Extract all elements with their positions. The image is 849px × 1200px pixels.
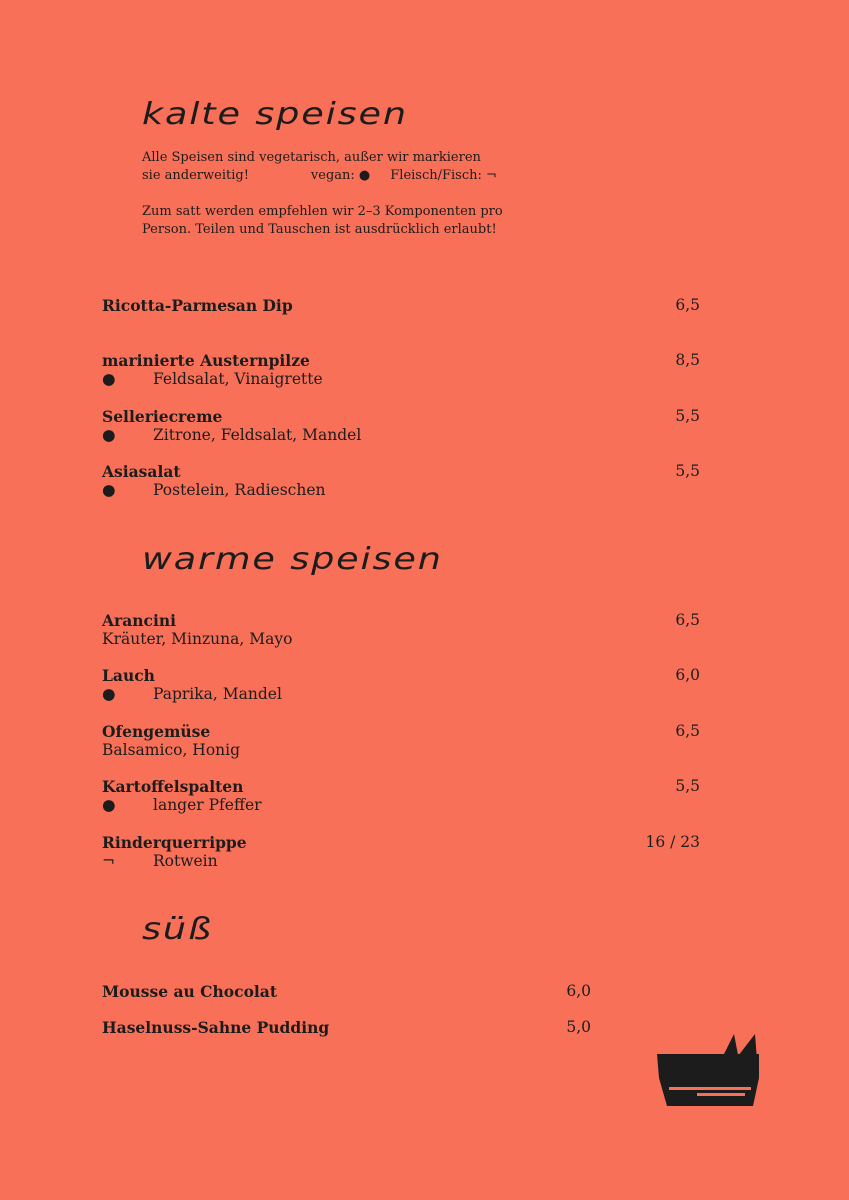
menu-item: [102, 462, 700, 500]
item-desc: Rotwein: [153, 852, 218, 870]
menu-item: [102, 722, 700, 760]
item-name: Arancini: [102, 611, 176, 630]
item-price: 6,0: [675, 666, 700, 684]
item-price: 6,0: [566, 982, 591, 1000]
item-price: 16 / 23: [645, 833, 700, 851]
vegan-mark: ●: [102, 370, 116, 388]
item-desc: Balsamico, Honig: [102, 741, 241, 759]
item-desc: langer Pfeffer: [153, 796, 262, 814]
item-price: 6,5: [675, 296, 700, 314]
meat-mark: ¬: [102, 852, 115, 870]
legend-meat: Fleisch/Fisch: ¬: [390, 168, 497, 183]
item-name: Ofengemüse: [102, 722, 211, 741]
item-price: 8,5: [675, 351, 700, 369]
vegan-mark: ●: [102, 796, 116, 814]
menu-item: [102, 611, 700, 649]
section-title-warme: warme speisen: [142, 542, 443, 577]
menu-item: [102, 982, 591, 1001]
item-price: 5,5: [675, 407, 700, 425]
item-name: marinierte Austernpilze: [102, 351, 310, 370]
intro-line-2: sie anderweitig!: [142, 168, 249, 183]
item-name: Selleriecreme: [102, 407, 223, 426]
legend-vegan: vegan: ●: [310, 168, 371, 183]
intro-recommendation: Zum satt werden empfehlen wir 2–3 Komponenten pro Person. Teilen und Tauschen ist ausdrücklich erlaubt!: [142, 204, 503, 237]
section-title-kalte: kalte speisen: [142, 97, 408, 132]
menu-item: [102, 351, 700, 389]
item-desc: Postelein, Radieschen: [153, 481, 326, 499]
vegan-mark: ●: [102, 426, 116, 444]
item-price: 6,5: [675, 611, 700, 629]
intro-text: [142, 149, 522, 257]
item-name: Rinderquerrippe: [102, 833, 247, 852]
vegan-mark: ●: [102, 481, 116, 499]
item-name: Ricotta-Parmesan Dip: [102, 296, 293, 315]
item-name: Asiasalat: [102, 462, 181, 481]
item-name: Mousse au Chocolat: [102, 982, 277, 1001]
menu-item: [102, 407, 700, 445]
mortar-pot-icon: [655, 1030, 760, 1110]
section-title-suess: süß: [142, 912, 213, 947]
item-price: 5,0: [566, 1018, 591, 1036]
item-name: Haselnuss-Sahne Pudding: [102, 1018, 330, 1037]
menu-item: [102, 1018, 591, 1037]
item-desc: Feldsalat, Vinaigrette: [153, 370, 323, 388]
item-desc: Kräuter, Minzuna, Mayo: [102, 630, 293, 648]
item-price: 5,5: [675, 462, 700, 480]
menu-item: [102, 296, 700, 315]
menu-item: [102, 833, 700, 871]
item-name: Kartoffelspalten: [102, 777, 244, 796]
item-desc: Zitrone, Feldsalat, Mandel: [153, 426, 362, 444]
intro-line-1: Alle Speisen sind vegetarisch, außer wir markieren: [142, 150, 481, 165]
item-desc: Paprika, Mandel: [153, 685, 282, 703]
item-name: Lauch: [102, 666, 155, 685]
item-price: 6,5: [675, 722, 700, 740]
menu-item: [102, 666, 700, 704]
menu-item: [102, 777, 700, 815]
item-price: 5,5: [675, 777, 700, 795]
vegan-mark: ●: [102, 685, 116, 703]
